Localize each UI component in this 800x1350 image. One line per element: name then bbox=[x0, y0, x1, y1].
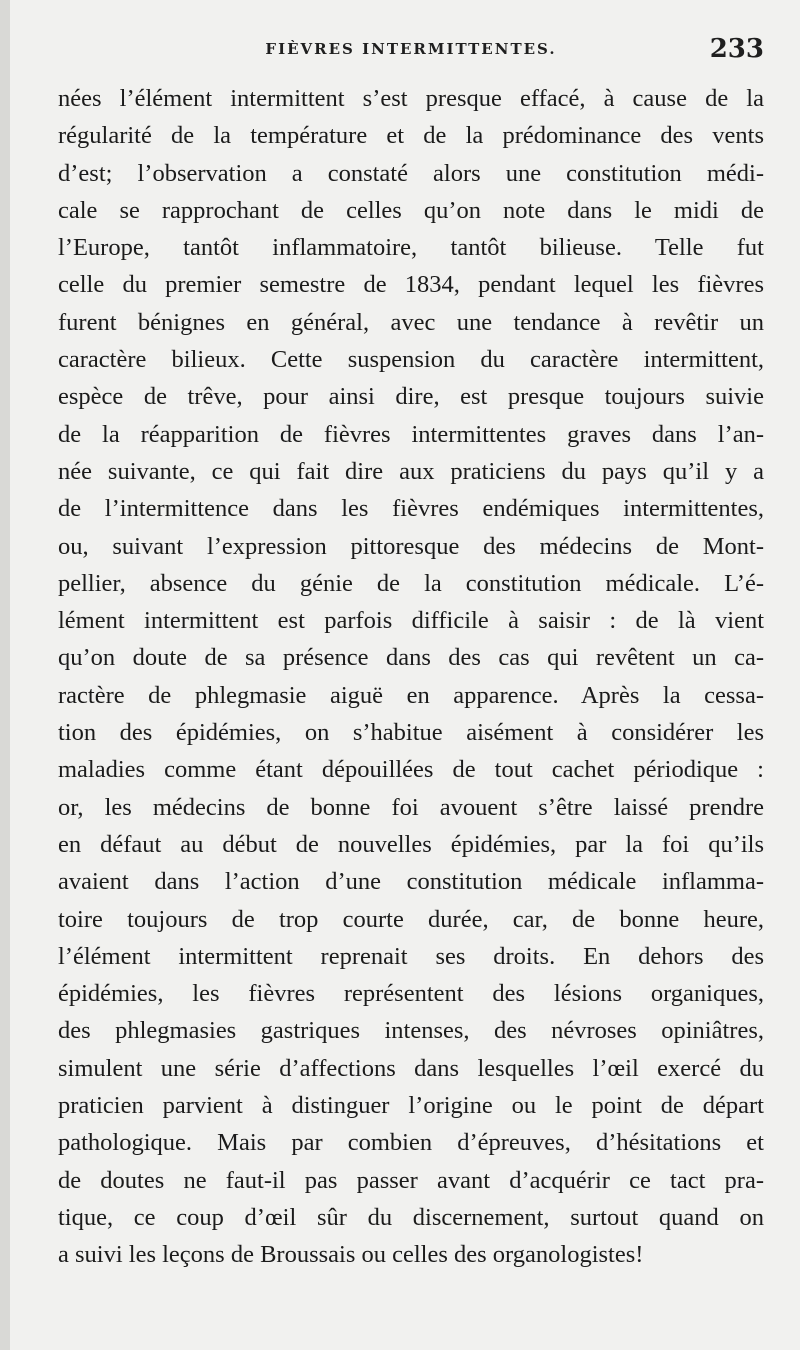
text-line: simulent une série d’affections dans lesquelles l’œil exercé du bbox=[58, 1054, 764, 1082]
text-line: des phlegmasies gastriques intenses, des névroses opiniâtres, bbox=[58, 1017, 764, 1045]
text-line: caractère bilieux. Cette suspension du caractère intermittent, bbox=[58, 346, 764, 374]
text-line: née suivante, ce qui fait dire aux praticiens du pays qu’il y a bbox=[58, 457, 764, 485]
text-line: tion des épidémies, on s’habitue aisément à considérer les bbox=[58, 719, 764, 747]
text-line: celle du premier semestre de 1834, pendant lequel les fièvres bbox=[58, 271, 764, 299]
text-line: de l’intermittence dans les fièvres endémiques intermittentes, bbox=[58, 495, 764, 523]
text-line: pellier, absence du génie de la constitution médicale. L’é- bbox=[58, 569, 764, 597]
text-line: or, les médecins de bonne foi avouent s’être laissé prendre bbox=[58, 793, 764, 821]
text-line: espèce de trêve, pour ainsi dire, est presque toujours suivie bbox=[58, 383, 764, 411]
text-line: l’élément intermittent reprenait ses droits. En dehors des bbox=[58, 942, 764, 970]
text-line: pathologique. Mais par combien d’épreuves, d’hésitations et bbox=[58, 1129, 764, 1157]
text-line: épidémies, les fièvres représentent des lésions organiques, bbox=[58, 980, 764, 1008]
text-line: en défaut au début de nouvelles épidémies, par la foi qu’ils bbox=[58, 830, 764, 858]
text-line: de doutes ne faut-il pas passer avant d’acquérir ce tact pra- bbox=[58, 1166, 764, 1194]
text-line: toire toujours de trop courte durée, car, de bonne heure, bbox=[58, 905, 764, 933]
text-line: cale se rapprochant de celles qu’on note dans le midi de bbox=[58, 196, 764, 224]
text-line: a suivi les leçons de Broussais ou celles des organologistes! bbox=[58, 1241, 644, 1269]
page-number: 233 bbox=[709, 34, 764, 64]
text-line: l’Europe, tantôt inflammatoire, tantôt bilieuse. Telle fut bbox=[58, 234, 764, 262]
text-line: ractère de phlegmasie aiguë en apparence. Après la cessa- bbox=[58, 681, 764, 709]
text-line: praticien parvient à distinguer l’origine ou le point de départ bbox=[58, 1092, 764, 1120]
text-line: avaient dans l’action d’une constitution médicale inflamma- bbox=[58, 868, 764, 896]
text-line: qu’on doute de sa présence dans des cas qui revêtent un ca- bbox=[58, 644, 764, 672]
text-line: lément intermittent est parfois difficile à saisir : de là vient bbox=[58, 607, 764, 635]
text-line: de la réapparition de fièvres intermittentes graves dans l’an- bbox=[58, 420, 764, 448]
page-header bbox=[58, 34, 764, 74]
text-line: régularité de la température et de la prédominance des vents bbox=[58, 122, 764, 150]
text-line: nées l’élément intermittent s’est presque effacé, à cause de la bbox=[58, 85, 764, 112]
text-line: furent bénignes en général, avec une tendance à revêtir un bbox=[58, 308, 764, 336]
text-line: maladies comme étant dépouillées de tout cachet périodique : bbox=[58, 756, 764, 784]
text-line: d’est; l’observation a constaté alors une constitution médi- bbox=[58, 159, 764, 187]
body-text bbox=[58, 80, 764, 1274]
running-title: FIÈVRES INTERMITTENTES. bbox=[265, 40, 557, 58]
text-line: tique, ce coup d’œil sûr du discernement, surtout quand on bbox=[58, 1203, 764, 1231]
text-line: ou, suivant l’expression pittoresque des médecins de Mont- bbox=[58, 532, 764, 560]
